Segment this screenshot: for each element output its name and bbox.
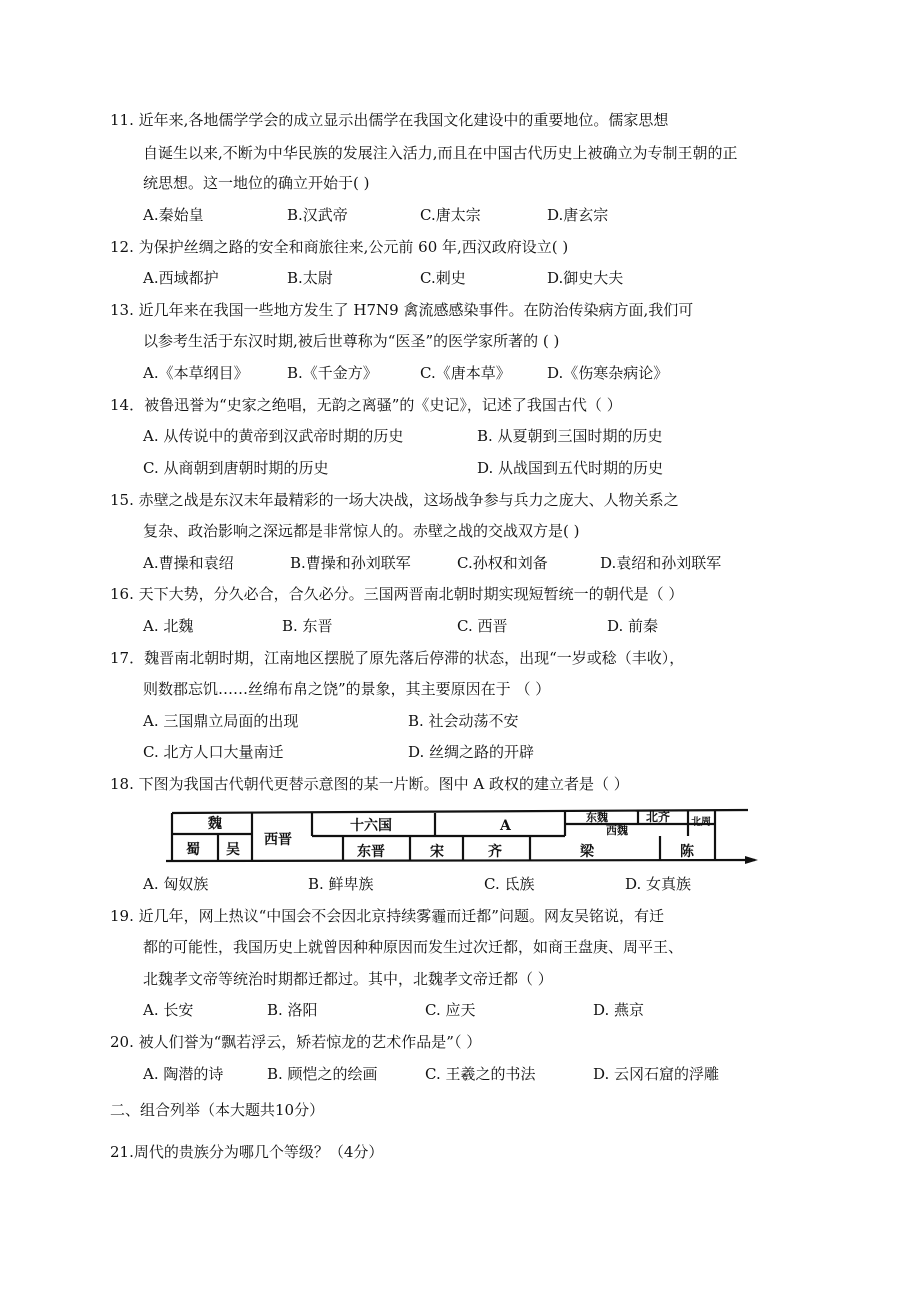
question-19-stem: 19. 近几年，网上热议“中国会不会因北京持续雾霾而迁都”问题。网友吴铭说，有迁 bbox=[110, 907, 664, 925]
timeline-label-wu: 吴 bbox=[226, 842, 240, 858]
question-11-option-d: D.唐玄宗 bbox=[547, 206, 609, 224]
question-11-option-b: B.汉武帝 bbox=[287, 206, 348, 224]
question-20-option-b: B. 顾恺之的绘画 bbox=[267, 1065, 378, 1083]
timeline-label-xijin: 西晋 bbox=[264, 832, 292, 848]
timeline-label-shiliuguo: 十六国 bbox=[350, 818, 392, 834]
question-13-option-a: A.《本草纲目》 bbox=[143, 364, 249, 382]
question-16-option-c: C. 西晋 bbox=[457, 617, 508, 635]
question-17-option-d: D. 丝绸之路的开辟 bbox=[408, 743, 535, 761]
question-19-option-b: B. 洛阳 bbox=[267, 1001, 318, 1019]
question-19-option-a: A. 长安 bbox=[143, 1001, 194, 1019]
question-14-option-a: A. 从传说中的黄帝到汉武帝时期的历史 bbox=[143, 427, 404, 445]
question-16-option-d: D. 前秦 bbox=[607, 617, 659, 635]
question-11-stem: 自诞生以来,不断为中华民族的发展注入活力,而且在中国古代历史上被确立为专制王朝的正 bbox=[143, 144, 738, 162]
section-2-title: 二、组合列举（本大题共10分） bbox=[110, 1101, 325, 1119]
question-19-option-d: D. 燕京 bbox=[593, 1001, 645, 1019]
timeline-label-liang: 梁 bbox=[580, 844, 594, 860]
question-12-option-d: D.御史大夫 bbox=[547, 269, 624, 287]
question-17-option-a: A. 三国鼎立局面的出现 bbox=[143, 712, 299, 730]
question-12-stem: 12. 为保护丝绸之路的安全和商旅往来,公元前 60 年,西汉政府设立( ) bbox=[110, 238, 569, 256]
question-18-option-a: A. 匈奴族 bbox=[143, 875, 209, 893]
question-20-option-d: D. 云冈石窟的浮雕 bbox=[593, 1065, 720, 1083]
question-19-option-c: C. 应天 bbox=[425, 1001, 476, 1019]
question-11-stem: 11. 近年来,各地儒学学会的成立显示出儒学在我国文化建设中的重要地位。儒家思想 bbox=[110, 111, 669, 129]
timeline-label-song: 宋 bbox=[430, 844, 444, 860]
question-11-option-c: C.唐太宗 bbox=[420, 206, 481, 224]
question-14-option-c: C. 从商朝到唐朝时期的历史 bbox=[143, 459, 329, 477]
question-13-stem: 以参考生活于东汉时期,被后世尊称为“医圣”的医学家所著的 ( ) bbox=[143, 332, 560, 350]
question-14-option-b: B. 从夏朝到三国时期的历史 bbox=[477, 427, 663, 445]
question-15-stem: 复杂、政治影响之深远都是非常惊人的。赤壁之战的交战双方是( ) bbox=[143, 522, 580, 540]
question-15-option-a: A.曹操和袁绍 bbox=[143, 554, 234, 572]
question-15-option-c: C.孙权和刘备 bbox=[457, 554, 548, 572]
question-11-stem: 统思想。这一地位的确立开始于( ) bbox=[143, 174, 370, 192]
timeline-label-chen: 陈 bbox=[680, 844, 694, 860]
question-18-option-b: B. 鲜卑族 bbox=[308, 875, 374, 893]
question-13-option-d: D.《伤寒杂病论》 bbox=[547, 364, 669, 382]
timeline-label-qi: 齐 bbox=[488, 844, 502, 860]
timeline-label-dongjin: 东晋 bbox=[357, 844, 385, 860]
question-17-stem: 则数郡忘饥……丝绵布帛之饶”的景象，其主要原因在于 （ ） bbox=[143, 680, 551, 698]
question-13-stem: 13. 近几年来在我国一些地方发生了 H7N9 禽流感感染事件。在防治传染病方面,我们可 bbox=[110, 301, 694, 319]
timeline-label-beizhou: 北周 bbox=[691, 817, 711, 828]
timeline-label-wei: 魏 bbox=[208, 816, 222, 832]
question-19-stem: 北魏孝文帝等统治时期都迁都过。其中，北魏孝文帝迁都（ ） bbox=[143, 970, 553, 988]
question-20-option-a: A. 陶潜的诗 bbox=[143, 1065, 224, 1083]
question-21-stem: 21.周代的贵族分为哪几个等级？（4分） bbox=[110, 1143, 384, 1161]
timeline-label-xiwei: 西魏 bbox=[606, 824, 628, 837]
question-20-stem: 20. 被人们誉为“飘若浮云，矫若惊龙的艺术作品是”（ ） bbox=[110, 1033, 482, 1051]
question-16-option-b: B. 东晋 bbox=[282, 617, 333, 635]
question-14-stem: 14．被鲁迅誉为“史家之绝唱，无韵之离骚”的《史记》，记述了我国古代（ ） bbox=[110, 396, 622, 414]
question-16-stem: 16. 天下大势，分久必合，合久必分。三国两晋南北朝时期实现短暂统一的朝代是（ ） bbox=[110, 585, 684, 603]
timeline-label-shu: 蜀 bbox=[186, 842, 200, 858]
question-14-option-d: D. 从战国到五代时期的历史 bbox=[477, 459, 664, 477]
question-16-option-a: A. 北魏 bbox=[143, 617, 194, 635]
timeline-label-a: A bbox=[500, 818, 511, 834]
question-15-stem: 15. 赤壁之战是东汉末年最精彩的一场大决战，这场战争参与兵力之庞大、人物关系之 bbox=[110, 491, 679, 509]
question-20-option-c: C. 王羲之的书法 bbox=[425, 1065, 536, 1083]
question-17-stem: 17．魏晋南北朝时期，江南地区摆脱了原先落后停滞的状态，出现“一岁或稔（丰收）， bbox=[110, 649, 685, 667]
question-15-option-b: B.曹操和孙刘联军 bbox=[290, 554, 411, 572]
question-18-option-c: C. 氐族 bbox=[484, 875, 535, 893]
timeline-label-beiqi: 北齐 bbox=[646, 810, 671, 824]
question-11-option-a: A.秦始皇 bbox=[143, 206, 204, 224]
timeline-label-dongwei: 东魏 bbox=[586, 811, 608, 824]
question-17-option-b: B. 社会动荡不安 bbox=[408, 712, 519, 730]
question-15-option-d: D.袁绍和孙刘联军 bbox=[600, 554, 722, 572]
question-12-option-a: A.西域都护 bbox=[143, 269, 219, 287]
question-17-option-c: C. 北方人口大量南迁 bbox=[143, 743, 284, 761]
question-19-stem: 都的可能性，我国历史上就曾因种种原因而发生过次迁都，如商王盘庚、周平王、 bbox=[143, 938, 684, 956]
question-18-option-d: D. 女真族 bbox=[625, 875, 692, 893]
question-12-option-c: C.刺史 bbox=[420, 269, 466, 287]
question-12-option-b: B.太尉 bbox=[287, 269, 333, 287]
dynasty-timeline-diagram bbox=[160, 804, 760, 866]
question-13-option-c: C.《唐本草》 bbox=[420, 364, 511, 382]
question-13-option-b: B.《千金方》 bbox=[287, 364, 378, 382]
question-18-stem: 18. 下图为我国古代朝代更替示意图的某一片断。图中 A 政权的建立者是（ ） bbox=[110, 775, 629, 793]
